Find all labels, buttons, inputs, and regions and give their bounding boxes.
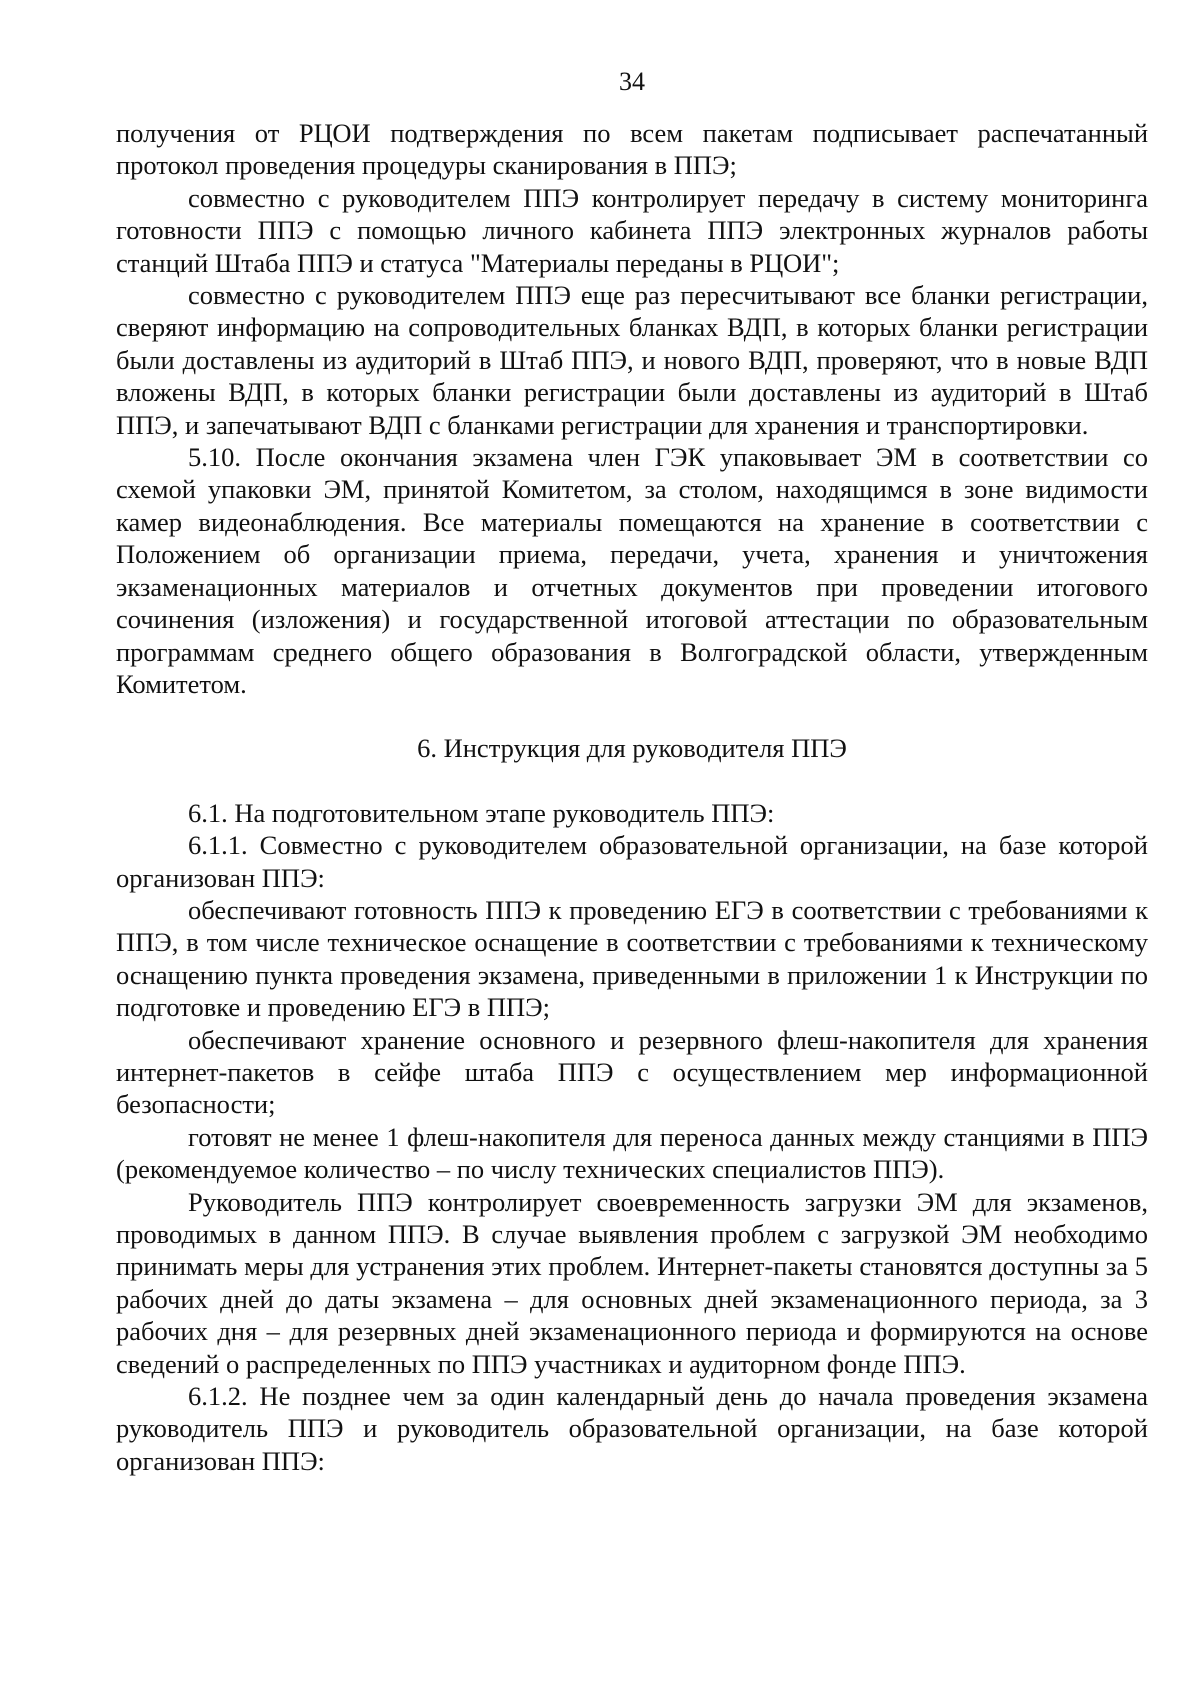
paragraph: совместно с руководителем ППЭ контролирует передачу в систему мониторинга готовности ППЭ с помощью личного кабинета ППЭ электронных журналов работы станций Штаба ППЭ и статуса "Материалы переданы в РЦОИ";: [116, 182, 1148, 278]
paragraph: 5.10. После окончания экзамена член ГЭК упаковывает ЭМ в соответствии со схемой упаковки ЭМ, принятой Комитетом, за столом, находящимся в зоне видимости камер видеонаблюдения. Все материалы помещаются на хранение в соответствии с Положением об организации приема, передачи, учета, хранения и уничтожения экзаменационных материалов и отчетных документов при проведении итогового сочинения (изложения) и государственной итоговой аттестации по образовательным программам среднего общего образования в Волгоградской области, утвержденным Комитетом.: [116, 442, 1148, 699]
paragraph: получения от РЦОИ подтверждения по всем пакетам подписывает распечатанный протокол проведения процедуры сканирования в ППЭ;: [116, 118, 1148, 181]
paragraph: Руководитель ППЭ контролирует своевременность загрузки ЭМ для экзаменов, проводимых в данном ППЭ. В случае выявления проблем с загрузкой ЭМ необходимо принимать меры для устранения этих проблем. Интернет-пакеты становятся доступны за 5 рабочих дней до даты экзамена – для основных дней экзаменационного периода, за 3 рабочих дня – для резервных дней экзаменационного периода и формируются на основе сведений о распределенных по ППЭ участниках и аудиторном фонде ППЭ.: [116, 1186, 1148, 1379]
paragraph: совместно с руководителем ППЭ еще раз пересчитывают все бланки регистрации, сверяют информацию на сопроводительных бланках ВДП, в которых бланки регистрации были доставлены из аудиторий в Штаб ППЭ, и нового ВДП, проверяют, что в новые ВДП вложены ВДП, в которых бланки регистрации были доставлены из аудиторий в Штаб ППЭ, и запечатывают ВДП с бланками регистрации для хранения и транспортировки.: [116, 280, 1148, 440]
document-body: [116, 117, 1148, 1477]
paragraph: 6.1.2. Не позднее чем за один календарный день до начала проведения экзамена руководитель ППЭ и руководитель образовательной организации, на базе которой организован ППЭ:: [116, 1381, 1148, 1476]
page-number: 34: [619, 67, 645, 96]
paragraph: готовят не менее 1 флеш-накопителя для переноса данных между станциями в ППЭ (рекомендуемое количество – по числу технических специалистов ППЭ).: [116, 1121, 1148, 1185]
paragraph: обеспечивают хранение основного и резервного флеш-накопителя для хранения интернет-пакетов в сейфе штаба ППЭ с осуществлением мер информационной безопасности;: [116, 1024, 1148, 1120]
section-heading: 6. Инструкция для руководителя ППЭ: [417, 733, 847, 764]
paragraph: 6.1. На подготовительном этапе руководитель ППЭ:: [188, 797, 775, 828]
paragraph: 6.1.1. Совместно с руководителем образовательной организации, на базе которой организован ППЭ:: [116, 830, 1148, 893]
paragraph: обеспечивают готовность ППЭ к проведению ЕГЭ в соответствии с требованиями к ППЭ, в том числе техническое оснащение в соответствии с требованиями к техническому оснащению пункта проведения экзамена, приведенными в приложении 1 к Инструкции по подготовке и проведению ЕГЭ в ППЭ;: [116, 894, 1148, 1023]
